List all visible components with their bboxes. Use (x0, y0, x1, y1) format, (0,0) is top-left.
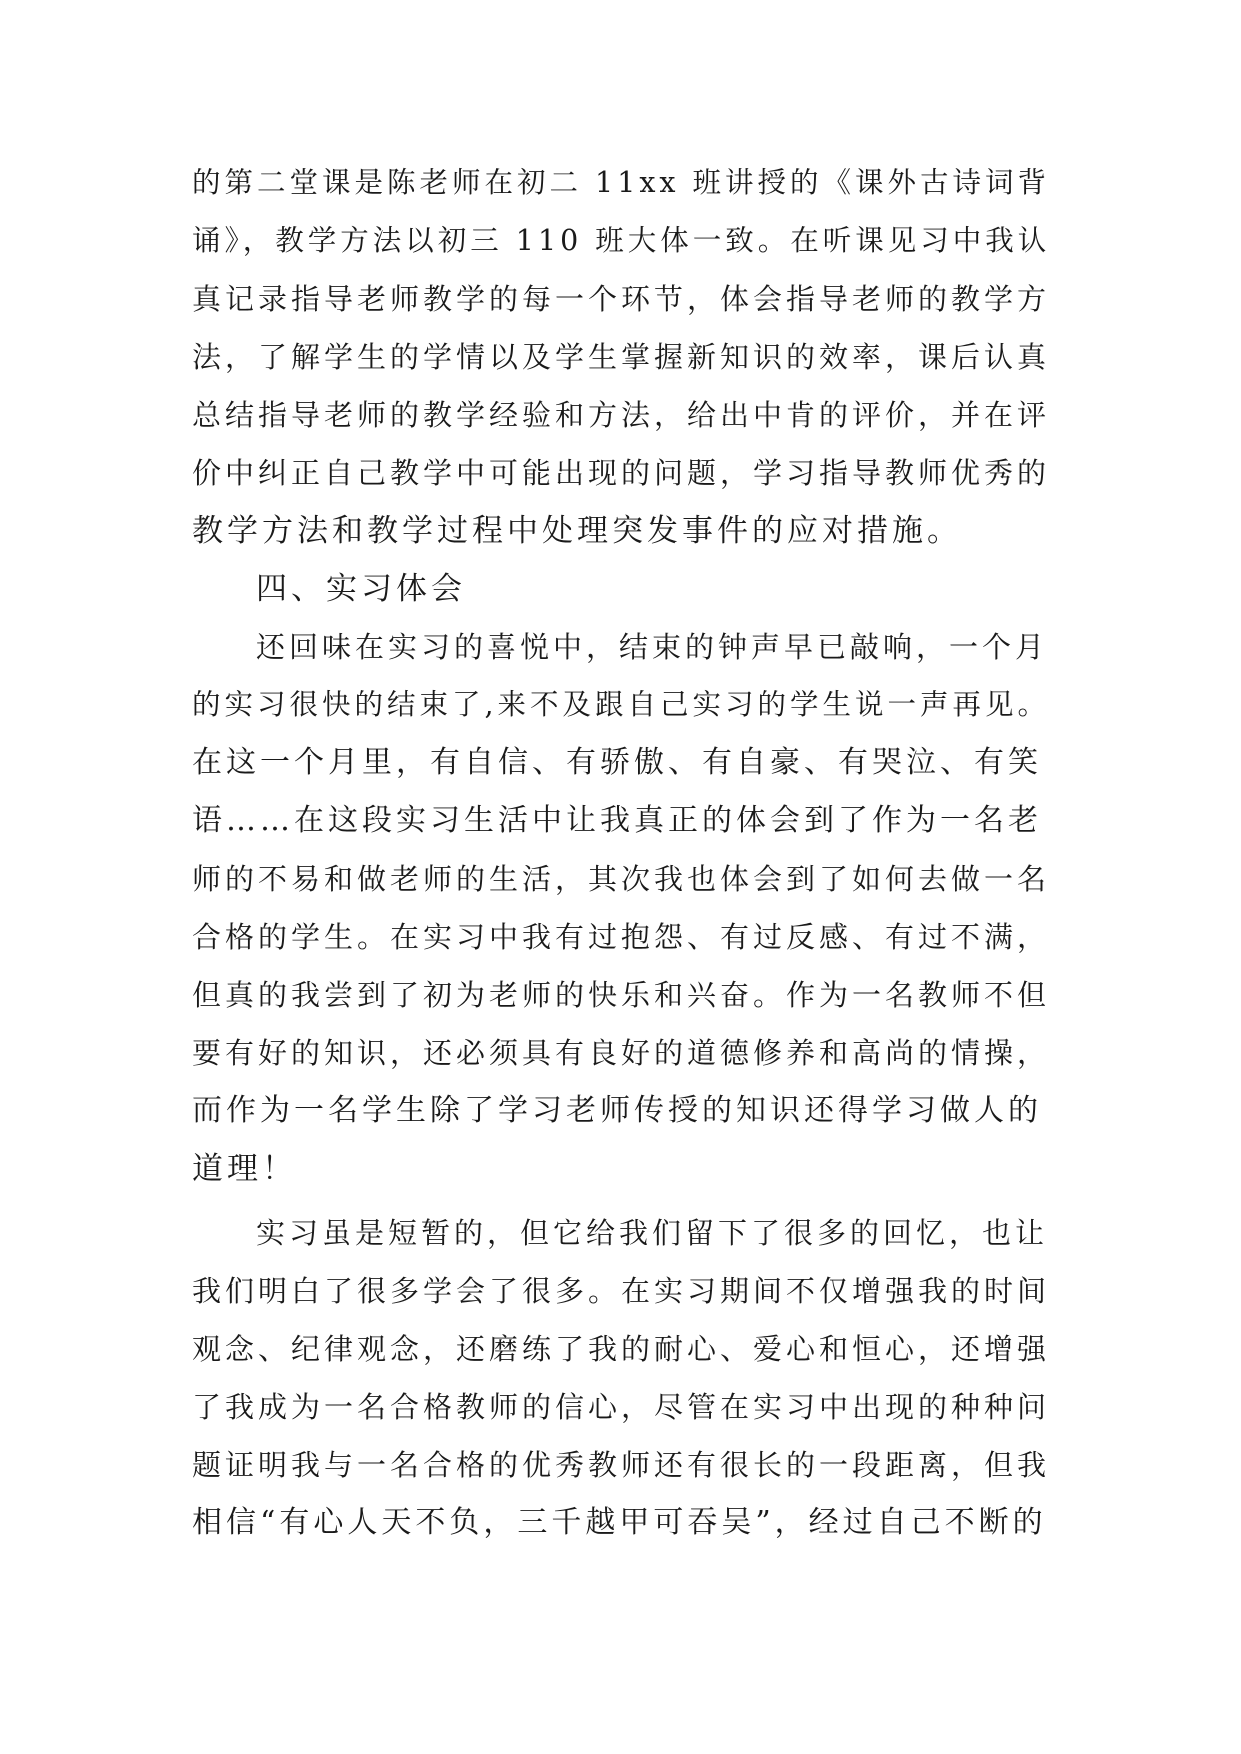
text-line: 但真的我尝到了初为老师的快乐和兴奋。作为一名教师不但 (192, 978, 1051, 1012)
text-line: 真记录指导老师教学的每一个环节，体会指导老师的教学方 (192, 282, 1051, 316)
text-line: 我们明白了很多学会了很多。在实习期间不仅增强我的时间 (192, 1274, 1051, 1308)
text-line: 实习虽是短暂的，但它给我们留下了很多的回忆，也让 (256, 1216, 1049, 1250)
section-heading: 四、实习体会 (256, 571, 466, 607)
text-line: 教学方法和教学过程中处理突发事件的应对措施。 (192, 513, 962, 549)
text-line: 师的不易和做老师的生活，其次我也体会到了如何去做一名 (192, 862, 1051, 896)
text-line: 相信“有心人天不负，三千越甲可吞吴”，经过自己不断的 (192, 1505, 1047, 1540)
text-line: 合格的学生。在实习中我有过抱怨、有过反感、有过不满， (192, 920, 1051, 954)
text-line: 要有好的知识，还必须具有良好的道德修养和高尚的情操， (192, 1036, 1051, 1070)
text-line: 在这一个月里，有自信、有骄傲、有自豪、有哭泣、有笑 (192, 745, 1042, 780)
text-line: 道理！ (192, 1151, 297, 1187)
text-line: 的第二堂课是陈老师在初二 11xx 班讲授的《课外古诗词背 (192, 166, 1051, 199)
text-line: 的实习很快的结束了,来不及跟自己实习的学生说一声再见。 (192, 688, 1051, 721)
text-line: 题证明我与一名合格的优秀教师还有很长的一段距离，但我 (192, 1448, 1051, 1482)
text-line: 还回味在实习的喜悦中，结束的钟声早已敲响，一个月 (256, 630, 1049, 664)
text-line: 总结指导老师的教学经验和方法，给出中肯的评价，并在评 (192, 398, 1051, 432)
text-line: 而作为一名学生除了学习老师传授的知识还得学习做人的 (192, 1093, 1042, 1128)
text-line: 价中纠正自己教学中可能出现的问题，学习指导教师优秀的 (192, 456, 1051, 490)
text-line: 诵》，教学方法以初三 110 班大体一致。在听课见习中我认 (192, 224, 1051, 257)
text-line: 了我成为一名合格教师的信心，尽管在实习中出现的种种问 (192, 1390, 1051, 1424)
text-line: 法，了解学生的学情以及学生掌握新知识的效率，课后认真 (192, 340, 1051, 374)
text-line: 观念、纪律观念，还磨练了我的耐心、爱心和恒心，还增强 (192, 1332, 1051, 1366)
text-line: 语……在这段实习生活中让我真正的体会到了作为一名老 (192, 803, 1042, 838)
